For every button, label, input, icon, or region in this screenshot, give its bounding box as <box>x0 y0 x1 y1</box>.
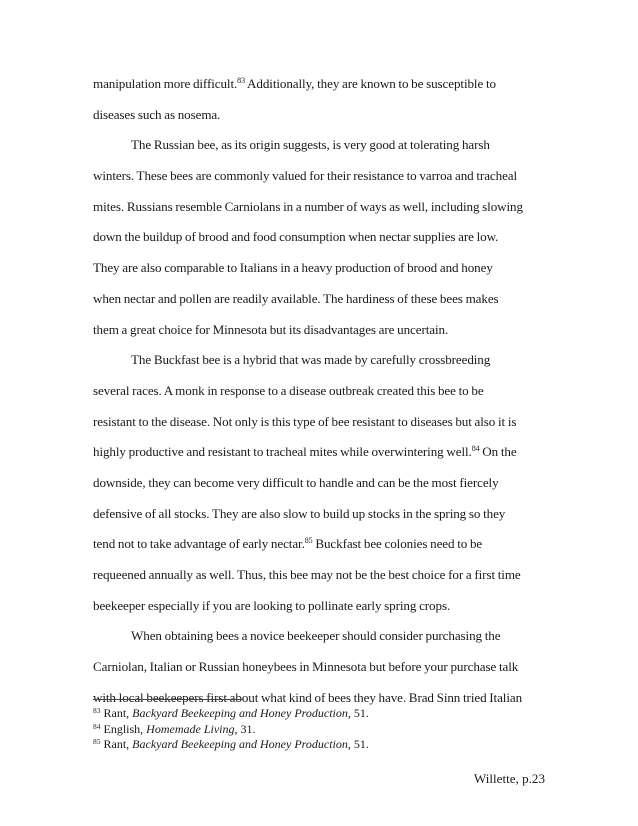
cited-title: Backyard Beekeeping and Honey Production <box>132 737 348 751</box>
paragraph-start-line: When obtaining bees a novice beekeeper should consider purchasing the <box>131 628 501 644</box>
text-line: them a great choice for Minnesota but its disadvantages are uncertain. <box>93 321 449 337</box>
text-line: defensive of all stocks. They are also slow to build up stocks in the spring so they <box>93 505 506 521</box>
text-line: beekeeper especially if you are looking to pollinate early spring crops. <box>93 597 451 613</box>
footnote-number: 85 <box>93 737 101 746</box>
text-line: with local beekeepers first about what kind of bees they have. Brad Sinn tried Italian <box>93 689 523 705</box>
text-line: manipulation more difficult.$^{83}$ Additionally, they are known to be susceptible to <box>93 76 496 91</box>
cited-title: Homemade Living <box>146 721 235 736</box>
text-line: highly productive and resistant to tracheal mites while overwintering well.$^{84}$ On the <box>93 444 517 460</box>
body-text <box>93 69 547 713</box>
footnote: $^{84}$ English, Homemade Living, 31. <box>93 721 256 736</box>
footnote-number: 84 <box>93 721 101 731</box>
text-line: tend not to take advantage of early nectar.$^{85}$ Buckfast bee colonies need to be <box>93 536 483 552</box>
footnote-number: 83 <box>93 706 101 715</box>
cited-title: Backyard Beekeeping and Honey Production <box>132 706 348 720</box>
footnote-divider <box>93 699 243 700</box>
text-line: several races. A monk in response to a disease outbreak created this bee to be <box>93 382 484 398</box>
paragraph-start-line: The Buckfast bee is a hybrid that was made by carefully crossbreeding <box>131 352 491 368</box>
page-number: Willette, p.23 <box>473 771 545 786</box>
text-line: Carniolan, Italian or Russian honeybees in Minnesota but before your purchase talk <box>93 659 519 675</box>
text-line: down the buildup of brood and food consumption when nectar supplies are low. <box>93 229 499 245</box>
footnote-ref[interactable]: 85 <box>304 536 313 546</box>
text-line: winters. These bees are commonly valued for their resistance to varroa and tracheal <box>93 168 518 184</box>
text-line: diseases such as nosema. <box>93 106 221 122</box>
footnote: $^{83}$ Rant, Backyard Beekeeping and Honey Production, 51. <box>93 706 369 720</box>
text-line: when nectar and pollen are readily available. The hardiness of these bees makes <box>93 290 499 306</box>
footnote: $^{85}$ Rant, Backyard Beekeeping and Honey Production, 51. <box>93 737 369 751</box>
footnote-ref[interactable]: 84 <box>471 444 480 454</box>
footnotes <box>93 706 553 753</box>
footnote-ref[interactable]: 83 <box>237 76 245 85</box>
text-line: resistant to the disease. Not only is this type of bee resistant to diseases but also it is <box>93 413 517 429</box>
text-line: They are also comparable to Italians in a heavy production of brood and honey <box>93 260 493 276</box>
text-line: mites. Russians resemble Carniolans in a number of ways as well, including slowing <box>93 198 523 214</box>
text-line: requeened annually as well. Thus, this bee may not be the best choice for a first time <box>93 567 521 582</box>
text-line: downside, they can become very difficult to handle and can be the most fiercely <box>93 474 499 490</box>
paragraph-start-line: The Russian bee, as its origin suggests, is very good at tolerating harsh <box>131 137 490 153</box>
